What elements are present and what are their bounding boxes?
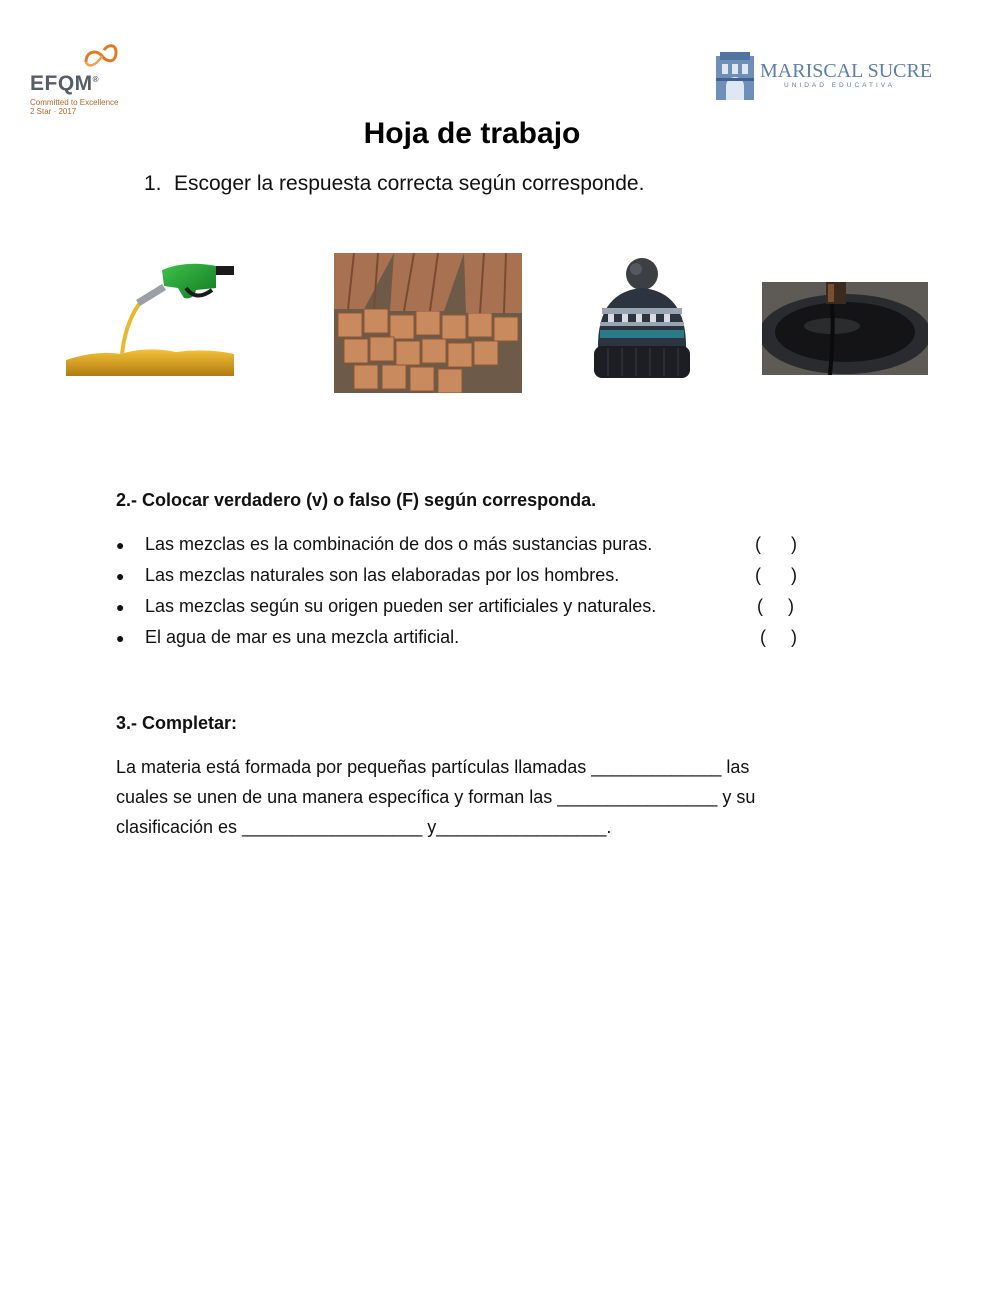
wool-hat-image[interactable] — [588, 256, 696, 382]
crude-oil-image[interactable] — [762, 282, 928, 375]
question-3-heading: 3.- Completar: — [116, 713, 238, 733]
answer-blank[interactable]: ( ) — [757, 596, 794, 616]
fill-in-line[interactable]: cuales se unen de una manera específica y forman las ________________ y su — [116, 787, 756, 807]
statement-item — [116, 627, 459, 648]
answer-blank[interactable]: ( ) — [760, 627, 797, 647]
statement-text: Las mezclas es la combinación de dos o más sustancias puras. — [145, 534, 653, 554]
statement-item — [116, 565, 619, 586]
question-1 — [144, 172, 644, 196]
answer-blank[interactable]: ( ) — [755, 534, 797, 554]
statement-item — [116, 534, 652, 555]
statement-text: Las mezclas según su origen pueden ser artificiales y naturales. — [145, 596, 657, 616]
school-building-icon — [714, 50, 756, 102]
question-1-number: 1. — [144, 172, 162, 195]
fill-in-line[interactable]: clasificación es __________________ y_________________. — [116, 817, 612, 837]
fuel-pump-image[interactable] — [66, 258, 234, 376]
crude-oil-icon — [762, 282, 928, 375]
wood-planks-image[interactable] — [334, 253, 522, 393]
efqm-subtitle-year: 2 Star · 2017 — [30, 107, 77, 116]
answer-blank[interactable]: ( ) — [755, 565, 797, 585]
bullet-icon: ● — [116, 599, 125, 615]
bullet-icon: ● — [116, 537, 125, 553]
question-2-heading: 2.- Colocar verdadero (v) o falso (F) según corresponda. — [116, 490, 597, 510]
school-name: MARISCAL SUCRE — [760, 60, 933, 82]
fuel-pump-icon — [66, 258, 234, 376]
question-1-text: Escoger la respuesta correcta según corresponde. — [174, 172, 645, 195]
statement-text: Las mezclas naturales son las elaboradas por los hombres. — [145, 565, 620, 585]
page-title: Hoja de trabajo — [363, 117, 581, 150]
fill-in-line[interactable]: La materia está formada por pequeñas partículas llamadas _____________ las — [116, 757, 750, 777]
efqm-subtitle: Committed to Excellence — [30, 98, 119, 107]
mariscal-sucre-logo — [714, 50, 934, 102]
efqm-infinity-icon — [82, 42, 122, 70]
school-subtitle: UNIDAD EDUCATIVA — [784, 82, 895, 89]
efqm-wordmark: EFQM® — [30, 72, 100, 95]
efqm-logo — [30, 42, 140, 122]
wool-hat-icon — [588, 256, 696, 382]
statement-item — [116, 596, 656, 617]
statement-text: El agua de mar es una mezcla artificial. — [145, 627, 460, 647]
wood-planks-icon — [334, 253, 522, 393]
bullet-icon: ● — [116, 568, 125, 584]
bullet-icon: ● — [116, 630, 125, 646]
